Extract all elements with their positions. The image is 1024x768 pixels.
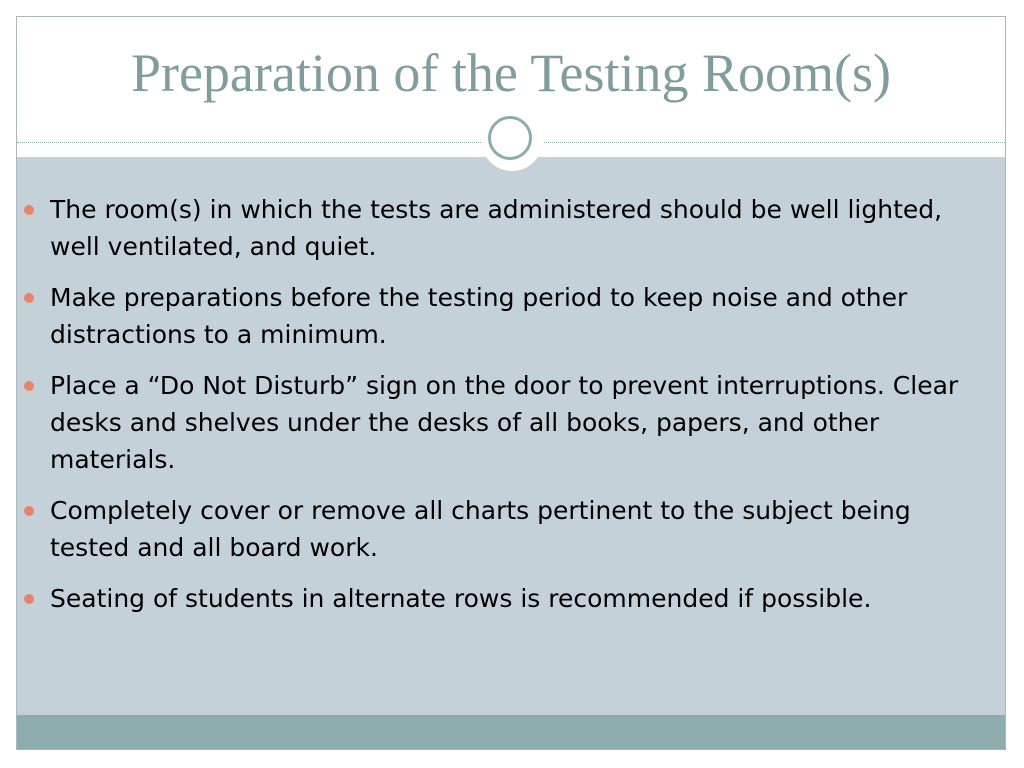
list-item — [20, 580, 960, 617]
list-item — [20, 279, 960, 353]
bullet-text: The room(s) in which the tests are administered should be well lighted, well ventilated, and quiet. — [50, 195, 943, 261]
list-item — [20, 492, 960, 566]
bullet-list — [20, 191, 960, 631]
bullet-dot-icon — [24, 594, 34, 604]
bullet-text: Place a “Do Not Disturb” sign on the door to prevent interruptions. Clear desks and shelves under the desks of all books, papers, and other materials. — [50, 371, 959, 474]
bullet-text: Completely cover or remove all charts pertinent to the subject being tested and all board work. — [50, 496, 911, 562]
bullet-dot-icon — [24, 506, 34, 516]
circle-ring-icon — [488, 116, 532, 160]
list-item — [20, 367, 960, 478]
footer-band — [17, 715, 1005, 750]
bullet-dot-icon — [24, 205, 34, 215]
bullet-text: Make preparations before the testing period to keep noise and other distractions to a minimum. — [50, 283, 908, 349]
bullet-dot-icon — [24, 293, 34, 303]
bullet-text: Seating of students in alternate rows is recommended if possible. — [50, 584, 872, 613]
slide-title: Preparation of the Testing Room(s) — [130, 43, 892, 103]
list-item — [20, 191, 960, 265]
bullet-dot-icon — [24, 381, 34, 391]
